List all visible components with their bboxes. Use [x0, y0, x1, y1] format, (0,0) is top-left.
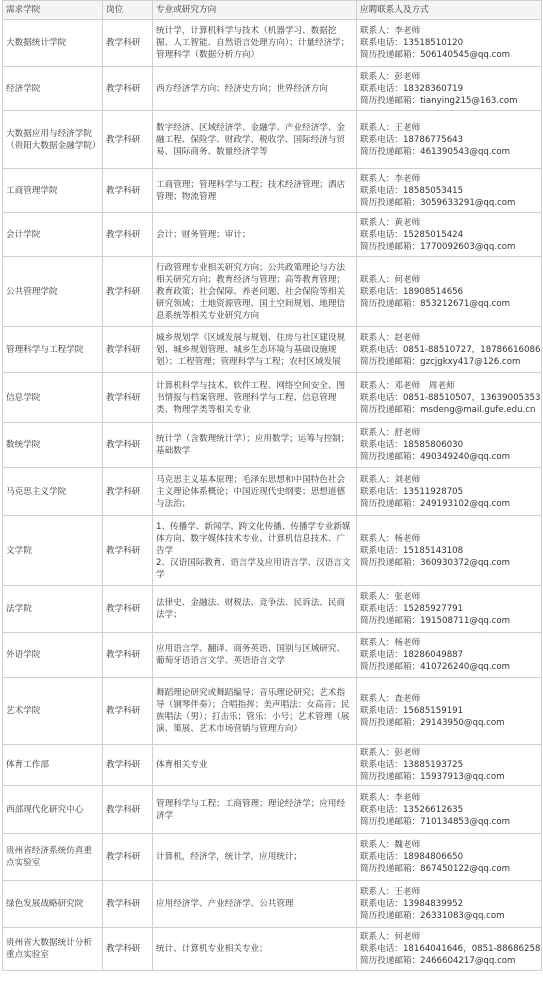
table-row	[3, 881, 542, 928]
contact-cell	[357, 834, 542, 881]
college-cell: 大数据统计学院	[3, 20, 103, 67]
contact-phone: 联系电话：15685159191	[360, 706, 464, 716]
table-header-row	[3, 1, 542, 20]
major-cell: 统计学（含数理统计学）；应用数学；运筹与控制；基础数学	[153, 423, 357, 468]
contact-person: 联系人：王老师	[360, 122, 421, 133]
position-cell: 教学科研	[103, 834, 153, 881]
college-cell: 数统学院	[3, 423, 103, 468]
college-cell: 艺术学院	[3, 678, 103, 745]
major-cell: 马克思主义基本原理；毛泽东思想和中国特色社会主义理论体系概论；中国近现代史纲要；思想道德与法治；	[153, 468, 357, 516]
college-cell: 大数据应用与经济学院（贵阳大数据金融学院）	[3, 111, 103, 169]
major-cell: 西方经济学方向；经济史方向；世界经济方向	[153, 67, 357, 111]
contact-phone: 联系电话：18786775643	[360, 134, 464, 145]
contact-person: 联系人：何老师	[360, 932, 421, 942]
contact-phone: 联系电话：18286049887	[360, 650, 464, 660]
position-cell: 教学科研	[103, 20, 153, 67]
contact-cell	[357, 327, 542, 373]
contact-person: 联系人：邓老师 周老师	[360, 380, 455, 391]
contact-email[interactable]: 简历投递邮箱：gzcjgkxy417@126.com	[360, 356, 521, 367]
college-cell: 文学院	[3, 516, 103, 586]
contact-phone: 联系电话：13511928705	[360, 486, 464, 497]
table-row	[3, 786, 542, 834]
contact-person: 联系人：黄老师	[360, 217, 421, 228]
header-major: 专业或研究方向	[153, 1, 357, 20]
table-row	[3, 213, 542, 257]
college-cell: 体育工作部	[3, 745, 103, 786]
position-cell: 教学科研	[103, 327, 153, 373]
table-row	[3, 111, 542, 169]
position-cell: 教学科研	[103, 881, 153, 928]
table-row	[3, 257, 542, 327]
contact-person: 联系人：何老师	[360, 274, 421, 285]
contact-cell	[357, 20, 542, 67]
college-cell: 外语学院	[3, 633, 103, 678]
contact-cell	[357, 213, 542, 257]
contact-cell	[357, 373, 542, 423]
recruitment-table	[2, 0, 542, 971]
college-cell: 贵州省经济系统仿真重点实验室	[3, 834, 103, 881]
contact-person: 联系人：张老师	[360, 592, 421, 602]
table-row	[3, 468, 542, 516]
position-cell: 教学科研	[103, 67, 153, 111]
college-cell: 马克思主义学院	[3, 468, 103, 516]
contact-phone: 联系电话：15285015424	[360, 229, 464, 240]
contact-phone: 联系电话：0851-88510727，18786616086	[360, 344, 541, 355]
table-row	[3, 678, 542, 745]
table-row	[3, 516, 542, 586]
contact-email[interactable]: 简历投递邮箱：3059633291@qq.com	[360, 197, 516, 208]
contact-cell	[357, 67, 542, 111]
contact-email[interactable]: 简历投递邮箱：360930372@qq.com	[360, 557, 510, 568]
major-cell: 应用语言学、翻译、商务英语、国别与区域研究、葡萄牙语语言文学、英语语言文学	[153, 633, 357, 678]
contact-cell	[357, 881, 542, 928]
contact-email[interactable]: 简历投递邮箱：249193102@qq.com	[360, 498, 510, 509]
contact-phone: 联系电话：18585806030	[360, 440, 464, 450]
position-cell: 教学科研	[103, 468, 153, 516]
position-cell: 教学科研	[103, 516, 153, 586]
contact-person: 联系人：彭老师	[360, 748, 421, 758]
contact-email[interactable]: 简历投递邮箱：tianying215@163.com	[360, 95, 518, 106]
college-cell: 管理科学与工程学院	[3, 327, 103, 373]
major-cell: 数字经济、区域经济学、金融学、产业经济学、金融工程、保险学、财政学、税收学、国际经济与贸易、国际商务、数量经济学等	[153, 111, 357, 169]
college-cell: 西部现代化研究中心	[3, 786, 103, 834]
college-cell: 信息学院	[3, 373, 103, 423]
major-cell: 会计；财务管理；审计；	[153, 213, 357, 257]
header-position: 岗位	[103, 1, 153, 20]
contact-email[interactable]: 简历投递邮箱：1770092603@qq.com	[360, 241, 516, 252]
contact-email[interactable]: 简历投递邮箱：msdeng@mail.gufe.edu.cn	[360, 404, 536, 415]
position-cell: 教学科研	[103, 928, 153, 971]
contact-cell	[357, 633, 542, 678]
contact-cell	[357, 586, 542, 633]
table-row	[3, 169, 542, 213]
contact-person: 联系人：杨老师	[360, 533, 421, 544]
major-cell: 法律史、金融法、财税法、竞争法、民诉法、民商法学；	[153, 586, 357, 633]
position-cell: 教学科研	[103, 586, 153, 633]
contact-email[interactable]: 简历投递邮箱：506140545@qq.com	[360, 50, 510, 60]
contact-person: 联系人：魏老师	[360, 840, 421, 850]
contact-cell	[357, 111, 542, 169]
position-cell: 教学科研	[103, 423, 153, 468]
contact-email[interactable]: 简历投递邮箱：410726240@qq.com	[360, 662, 510, 672]
table-row	[3, 586, 542, 633]
college-cell: 法学院	[3, 586, 103, 633]
contact-person: 联系人：杨老师	[360, 638, 421, 648]
college-cell: 贵州省大数据统计分析重点实验室	[3, 928, 103, 971]
contact-cell	[357, 928, 542, 971]
table-row	[3, 327, 542, 373]
contact-phone: 联系电话：0851-88510507，13639005353	[360, 392, 541, 403]
contact-phone: 联系电话：18328360719	[360, 83, 464, 94]
contact-email[interactable]: 简历投递邮箱：2466604217@qq.com	[360, 956, 516, 966]
major-cell: 统计、计算机专业相关专业；	[153, 928, 357, 971]
contact-phone: 联系电话：18984806650	[360, 852, 464, 862]
contact-phone: 联系电话：15185143108	[360, 545, 464, 556]
table-body	[3, 20, 542, 971]
contact-cell	[357, 468, 542, 516]
contact-phone: 联系电话：13984839952	[360, 899, 464, 909]
contact-email[interactable]: 简历投递邮箱：710134853@qq.com	[360, 816, 510, 827]
table-row	[3, 373, 542, 423]
contact-cell	[357, 745, 542, 786]
contact-cell	[357, 423, 542, 468]
table-row	[3, 67, 542, 111]
position-cell: 教学科研	[103, 111, 153, 169]
position-cell: 教学科研	[103, 786, 153, 834]
contact-person: 联系人：彭老师	[360, 71, 421, 82]
college-cell: 会计学院	[3, 213, 103, 257]
contact-email[interactable]: 简历投递邮箱：867450122@qq.com	[360, 864, 510, 874]
major-cell: 体育相关专业	[153, 745, 357, 786]
contact-phone: 联系电话：13885193725	[360, 760, 464, 770]
contact-phone: 联系电话：15285927791	[360, 604, 464, 614]
contact-cell	[357, 786, 542, 834]
contact-email[interactable]: 简历投递邮箱：490349240@qq.com	[360, 452, 510, 462]
contact-phone: 联系电话：18585053415	[360, 185, 464, 196]
major-cell: 行政管理专业相关研究方向；公共政策理论与方法相关研究方向；教育经济与管理；高等教育管理；教育政策；社会保障、养老问题、社会保险等相关研究领域；土地资源管理、国土空间规划、地理信息系统等相关专业研究方向	[153, 257, 357, 327]
contact-phone: 联系电话：18164041646，0851-88686258	[360, 944, 541, 954]
major-cell: 舞蹈理论研究或舞蹈编导；音乐理论研究；艺术指导（钢琴伴奏）；合唱指挥；美声唱法：女高音；民族唱法（男）；打击乐；管乐：小号；艺术管理（展演、策展、艺术市场营销与管理方向）	[153, 678, 357, 745]
position-cell: 教学科研	[103, 257, 153, 327]
contact-email[interactable]: 简历投递邮箱：29143950@qq.com	[360, 718, 505, 728]
header-college: 需求学院	[3, 1, 103, 20]
college-cell: 公共管理学院	[3, 257, 103, 327]
position-cell: 教学科研	[103, 745, 153, 786]
major-cell: 工商管理；管理科学与工程；技术经济管理；酒店管理；物流管理	[153, 169, 357, 213]
contact-email[interactable]: 简历投递邮箱：853212671@qq.com	[360, 298, 510, 309]
contact-email[interactable]: 简历投递邮箱：191508711@qq.com	[360, 616, 510, 626]
position-cell: 教学科研	[103, 373, 153, 423]
contact-person: 联系人：刘老师	[360, 474, 421, 485]
contact-person: 联系人：王老师	[360, 887, 421, 897]
contact-phone: 联系电话：13526612635	[360, 804, 464, 815]
major-cell: 城乡规划学（区域发展与规划、住房与社区建设规划、城乡规划管理、城乡生态环境与基础设施规划）；工程管理；管理科学与工程；农村区域发展	[153, 327, 357, 373]
table-row	[3, 928, 542, 971]
contact-email[interactable]: 简历投递邮箱：461390543@qq.com	[360, 146, 510, 157]
contact-cell	[357, 678, 542, 745]
contact-cell	[357, 169, 542, 213]
major-cell: 统计学，计算机科学与技术（机器学习、数据挖掘、人工智能、自然语言处理方向）；计量经济学；管理科学（数据分析方向）	[153, 20, 357, 67]
major-cell: 应用经济学、产业经济学、公共管理	[153, 881, 357, 928]
contact-person: 联系人：李老师	[360, 173, 421, 184]
contact-person: 联系人：舒老师	[360, 428, 421, 438]
contact-cell	[357, 516, 542, 586]
major-cell: 1、传播学、新闻学、跨文化传播、传播学专业新媒体方向、数字媒体技术专业、计算机信息技术、广告学 2、汉语国际教育、语言学及应用语言学、汉语言文学	[153, 516, 357, 586]
position-cell: 教学科研	[103, 678, 153, 745]
table-row	[3, 745, 542, 786]
position-cell: 教学科研	[103, 169, 153, 213]
college-cell: 工商管理学院	[3, 169, 103, 213]
major-cell: 管理科学与工程；工商管理；理论经济学；应用经济学	[153, 786, 357, 834]
contact-email[interactable]: 简历投递邮箱：15937913@qq.com	[360, 772, 505, 782]
header-contact: 应聘联系人及方式	[357, 1, 542, 20]
contact-phone: 联系电话：18908514656	[360, 286, 464, 297]
position-cell: 教学科研	[103, 213, 153, 257]
contact-email[interactable]: 简历投递邮箱：26331083@qq.com	[360, 911, 505, 921]
contact-person: 联系人：赵老师	[360, 332, 421, 343]
major-cell: 计算机，经济学，统计学，应用统计；	[153, 834, 357, 881]
college-cell: 经济学院	[3, 67, 103, 111]
contact-person: 联系人：查老师	[360, 694, 421, 704]
table-row	[3, 20, 542, 67]
major-cell: 计算机科学与技术、软件工程、网络空间安全、图书情报与档案管理、管理科学与工程、信息管理类、物理学类等相关专业	[153, 373, 357, 423]
contact-person: 联系人：李老师	[360, 792, 421, 803]
contact-phone: 联系电话：13518510120	[360, 38, 464, 48]
college-cell: 绿色发展战略研究院	[3, 881, 103, 928]
contact-person: 联系人：李老师	[360, 26, 421, 36]
contact-cell	[357, 257, 542, 327]
position-cell: 教学科研	[103, 633, 153, 678]
table-row	[3, 834, 542, 881]
table-row	[3, 423, 542, 468]
table-row	[3, 633, 542, 678]
